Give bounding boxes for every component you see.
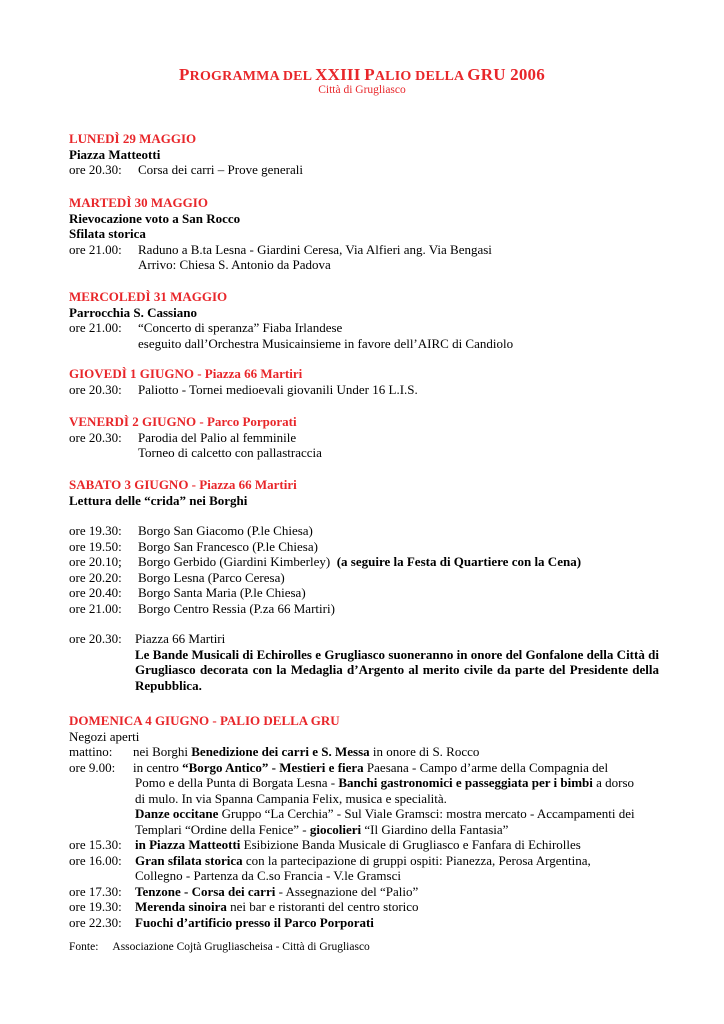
section-heading: GIOVEDÌ 1 GIUGNO - Piazza 66 Martiri — [69, 366, 303, 381]
section-giovedi — [69, 366, 659, 397]
event-place: Rievocazione voto a San Rocco — [69, 210, 241, 226]
event-row: ore 20.30: Parodia del Palio al femminile — [69, 429, 297, 445]
section-heading: DOMENICA 4 GIUGNO - PALIO DELLA GRU — [69, 713, 340, 728]
page-title: PROGRAMMA DEL XXIII PALIO DELLA GRU 2006 — [179, 65, 545, 84]
event-place: Piazza Matteotti — [69, 146, 161, 162]
event-place: Sfilata storica — [69, 226, 146, 241]
event-row-continued: Templari “Ordine della Fenice” - giocolieri “Il Giardino della Fantasia” — [135, 821, 509, 837]
event-note: Negozi aperti — [69, 728, 140, 744]
borgo-row: ore 20.10; Borgo Gerbido (Giardini Kimberley) (a seguire la Festa di Quartiere con la Cena) — [69, 554, 582, 569]
source-footer: Fonte: Associazione Cojtà Grugliascheisa - Città di Grugliasco — [69, 941, 370, 953]
event-row: ore 17.30: Tenzone - Corsa dei carri - Assegnazione del “Palio” — [69, 883, 419, 899]
section-heading: MARTEDÌ 30 MAGGIO — [69, 195, 208, 210]
section-sabato — [69, 477, 659, 693]
event-place: Parrocchia S. Cassiano — [69, 304, 197, 320]
event-row: ore 21.00: “Concerto di speranza” Fiaba Irlandese — [69, 320, 343, 335]
event-row-continued: Danze occitane Gruppo “La Cerchia” - Sul Viale Gramsci: mostra mercato - Accampamenti dei — [135, 806, 635, 821]
borgo-row: ore 20.20: Borgo Lesna (Parco Ceresa) — [69, 569, 285, 585]
event-row: ore 19.30: Merenda sinoira nei bar e ristoranti del centro storico — [69, 899, 419, 914]
section-lunedi — [69, 131, 659, 178]
event-row: ore 20.30: Paliotto - Tornei medioevali giovanili Under 16 L.I.S. — [69, 381, 418, 397]
section-heading: MERCOLEDÌ 31 MAGGIO — [69, 289, 228, 304]
section-mercoledi — [69, 289, 659, 351]
section-venerdi — [69, 414, 659, 461]
event-row: ore 16.00: Gran sfilata storica con la partecipazione di gruppi ospiti: Pianezza, Perosa Argentina, — [69, 852, 591, 868]
event-row: ore 22.30: Fuochi d’artificio presso il Parco Porporati — [69, 914, 374, 930]
event-row: ore 20.30: Corsa dei carri – Prove generali — [69, 162, 303, 177]
event-row-continued: Pomo e della Punta di Borgata Lesna - Banchi gastronomici e passeggiata per i bimbi a dorso — [135, 775, 635, 790]
event-subheading: Lettura delle “crida” nei Borghi — [69, 492, 248, 508]
event-row-continued: di mulo. In via Spanna Campania Felix, musica e specialità. — [135, 790, 447, 806]
event-row-continued: Collegno - Partenza da C.so Francia - V.le Gramsci — [135, 868, 401, 883]
event-description: Le Bande Musicali di Echirolles e Grugliasco suoneranno in onore del Gonfalone della Città di Grugliasco decorata con la Medaglia d’Argento al merito civile da parte del Presidente della Repubblica. — [135, 646, 659, 693]
event-row: ore 15.30: in Piazza Matteotti Esibizione Banda Musicale di Grugliasco e Fanfara di Echirolles — [69, 837, 581, 852]
section-martedi — [69, 195, 659, 273]
event-row: ore 9.00: in centro “Borgo Antico” - Mestieri e fiera Paesana - Campo d’arme della Compagnia del — [69, 759, 609, 775]
event-row: ore 21.00: Raduno a B.ta Lesna - Giardini Ceresa, Via Alfieri ang. Via Bengasi — [69, 241, 492, 257]
event-row: ore 20.30: Piazza 66 Martiri — [69, 631, 226, 646]
borgo-row: ore 19.30: Borgo San Giacomo (P.le Chiesa) — [69, 523, 313, 538]
section-heading: LUNEDÌ 29 MAGGIO — [69, 131, 197, 146]
borgo-row: ore 20.40: Borgo Santa Maria (P.le Chiesa) — [69, 585, 306, 600]
event-row-continued: eseguito dall’Orchestra Musicainsieme in favore dell’AIRC di Candiolo — [138, 335, 514, 351]
event-row: mattino: nei Borghi Benedizione dei carri e S. Messa in onore di S. Rocco — [69, 744, 480, 759]
section-heading: VENERDÌ 2 GIUGNO - Parco Porporati — [69, 414, 297, 429]
event-row-continued: Arrivo: Chiesa S. Antonio da Padova — [138, 257, 331, 272]
section-heading: SABATO 3 GIUGNO - Piazza 66 Martiri — [69, 477, 297, 492]
page-subtitle: Città di Grugliasco — [318, 84, 406, 96]
section-domenica — [69, 713, 659, 930]
borgo-row: ore 19.50: Borgo San Francesco (P.le Chiesa) — [69, 538, 318, 554]
borgo-row: ore 21.00: Borgo Centro Ressia (P.za 66 Martiri) — [69, 600, 335, 616]
event-row-continued: Torneo di calcetto con pallastraccia — [138, 445, 322, 460]
